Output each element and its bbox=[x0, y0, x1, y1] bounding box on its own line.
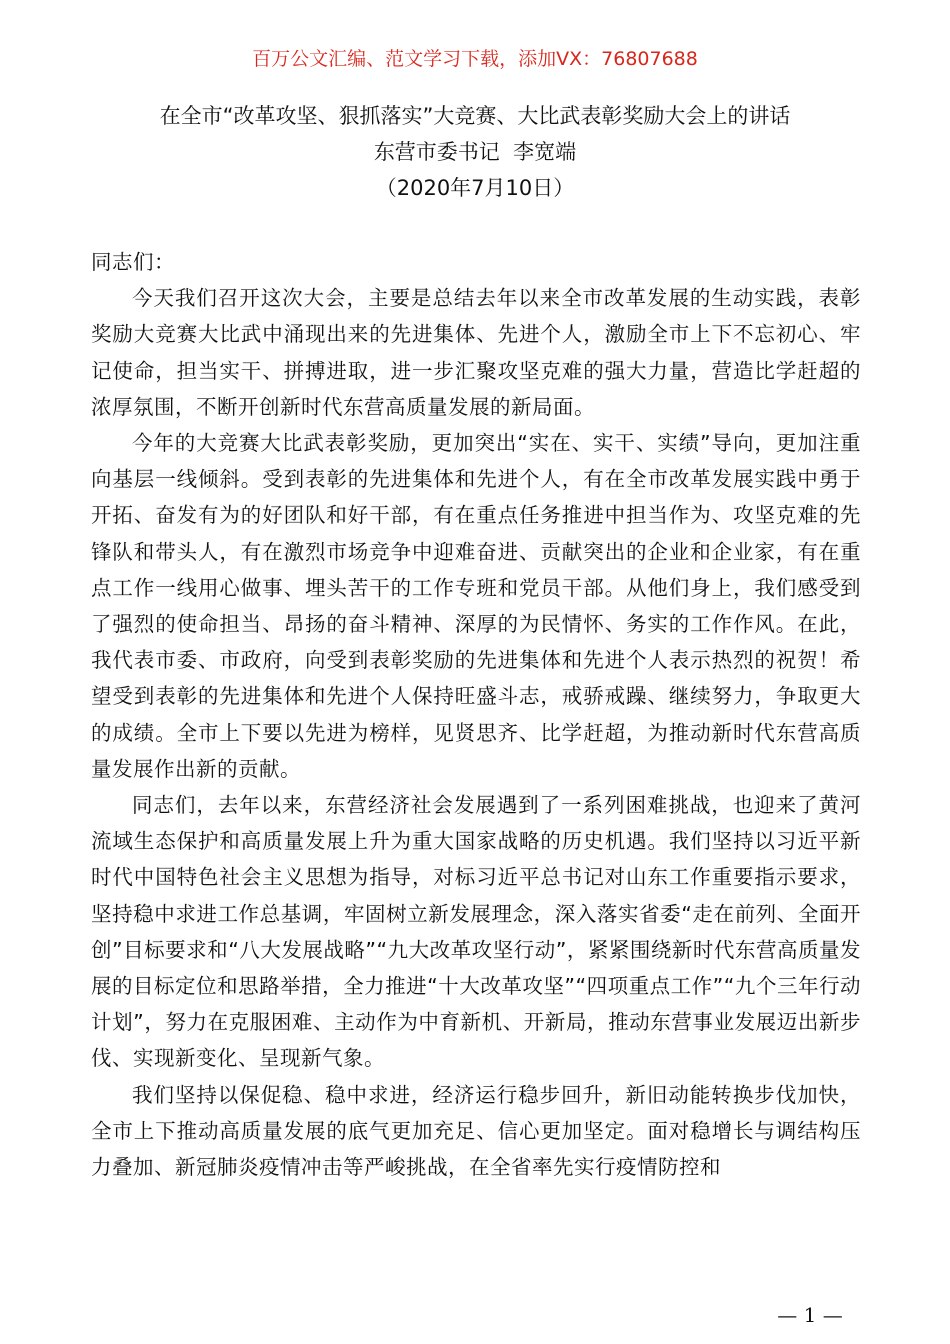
speaker-byline: 东营市委书记 李宽端 bbox=[373, 140, 577, 164]
page-number: — 1 — bbox=[777, 1303, 843, 1327]
salutation: 同志们： bbox=[91, 250, 175, 274]
title-block bbox=[0, 98, 950, 206]
speech-title: 在全市“改革攻坚、狠抓落实”大竞赛、大比武表彰奖励大会上的讲话 bbox=[159, 104, 791, 128]
body-paragraph: 同志们，去年以来，东营经济社会发展遇到了一系列困难挑战，也迎来了黄河流域生态保护和高质量发展上升为重大国家战略的历史机遇。我们坚持以习近平新时代中国特色社会主义思想为指导，对标习近平总书记对山东工作重要指示要求，坚持稳中求进工作总基调，牢固树立新发展理念，深入落实省委“走在前列、全面开创”目标要求和“八大发展战略”“九大改革攻坚行动”，紧紧围绕新时代东营高质量发展的目标定位和思路举措，全力推进“十大改革攻坚”“四项重点工作”“九个三年行动计划”，努力在克服困难、主动作为中育新机、开新局，推动东营事业发展迈出新步伐、实现新变化、呈现新气象。 bbox=[91, 793, 861, 1071]
body-paragraph: 今年的大竞赛大比武表彰奖励，更加突出“实在、实干、实绩”导向，更加注重向基层一线倾斜。受到表彰的先进集体和先进个人，有在全市改革发展实践中勇于开拓、奋发有为的好团队和好干部，有在重点任务推进中担当作为、攻坚克难的先锋队和带头人，有在激烈市场竞争中迎难奋进、贡献突出的企业和企业家，有在重点工作一线用心做事、埋头苦干的工作专班和党员干部。从他们身上，我们感受到了强烈的使命担当、昂扬的奋斗精神、深厚的为民情怀、务实的工作作风。在此，我代表市委、市政府，向受到表彰奖励的先进集体和先进个人表示热烈的祝贺！希望受到表彰的先进集体和先进个人保持旺盛斗志，戒骄戒躁、继续努力，争取更大的成绩。全市上下要以先进为榜样，见贤思齐、比学赶超，为推动新时代东营高质量发展作出新的贡献。 bbox=[91, 431, 861, 781]
watermark-banner: 百万公文汇编、范文学习下载，添加VX：76807688 bbox=[252, 48, 698, 70]
body-paragraph: 我们坚持以保促稳、稳中求进，经济运行稳步回升，新旧动能转换步伐加快，全市上下推动高质量发展的底气更加充足、信心更加坚定。面对稳增长与调结构压力叠加、新冠肺炎疫情冲击等严峻挑战，在全省率先实行疫情防控和 bbox=[91, 1082, 861, 1180]
speech-date: （2020年7月10日） bbox=[375, 176, 575, 200]
speech-body bbox=[91, 244, 861, 1185]
body-paragraph: 今天我们召开这次大会，主要是总结去年以来全市改革发展的生动实践，表彰奖励大竞赛大比武中涌现出来的先进集体、先进个人，激励全市上下不忘初心、牢记使命，担当实干、拼搏进取，进一步汇聚攻坚克难的强大力量，营造比学赶超的浓厚氛围，不断开创新时代东营高质量发展的新局面。 bbox=[91, 286, 861, 419]
